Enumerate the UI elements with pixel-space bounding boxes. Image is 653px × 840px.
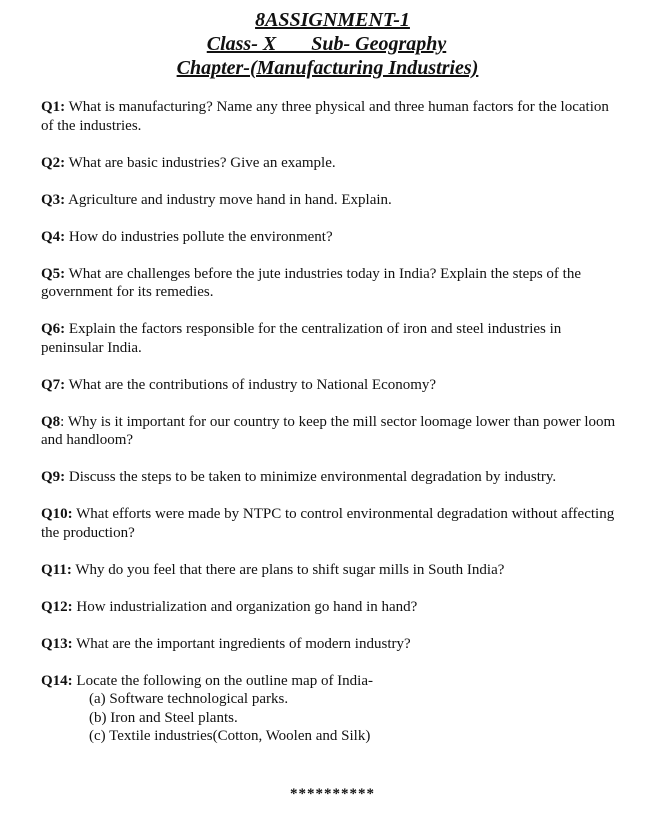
list-item: (a) Software technological parks. [89, 691, 289, 707]
question-number: Q2: [41, 154, 66, 171]
question-text: How do industries pollute the environment? [65, 228, 333, 245]
question-number: Q11: [41, 561, 72, 578]
question-text: What are the important ingredients of modern industry? [72, 635, 411, 652]
list-item: (c) Textile industries(Cotton, Woolen and Silk) [89, 728, 371, 744]
question-text: How industrialization and organization go hand in hand? [72, 598, 418, 615]
question-number: Q9: [41, 469, 66, 485]
question-number: Q6: [41, 321, 66, 337]
question-10 [41, 505, 621, 542]
list-item: (b) Iron and Steel plants. [89, 709, 238, 726]
question-4 [41, 228, 621, 247]
question-number: Q1: [41, 99, 66, 115]
question-text: Locate the following on the outline map of India- [72, 672, 374, 689]
class-subject-line: Class- X Sub- Geography [206, 33, 447, 55]
question-3 [41, 191, 621, 210]
question-number: Q12: [41, 598, 73, 615]
question-7 [41, 376, 621, 395]
question-6 [41, 320, 621, 357]
question-8 [41, 413, 621, 450]
question-number: Q10: [41, 506, 73, 522]
question-text: What are challenges before the jute industries today in India? Explain the steps of the government for its remedies. [41, 265, 581, 300]
question-number: Q5: [41, 265, 66, 282]
question-9 [41, 468, 621, 487]
question-12 [41, 598, 621, 617]
question-number: Q7: [41, 376, 66, 393]
question-number: Q13: [41, 635, 73, 652]
question-text: What are basic industries? Give an example. [65, 154, 336, 171]
question-text: Agriculture and industry move hand in hand. Explain. [65, 191, 392, 208]
question-2 [41, 154, 621, 173]
end-separator: ********** [290, 786, 375, 802]
question-number: Q14: [41, 672, 73, 689]
assignment-title: 8ASSIGNMENT-1 [255, 9, 410, 31]
question-number: Q4: [41, 228, 66, 245]
question-text: Explain the factors responsible for the centralization of iron and steel industries in peninsular India. [41, 321, 562, 356]
map-item-list [41, 690, 621, 746]
question-13 [41, 635, 621, 654]
question-text: What efforts were made by NTPC to control environmental degradation without affecting the production? [41, 506, 615, 541]
question-number: Q8 [41, 413, 61, 430]
question-text: : Why is it important for our country to keep the mill sector loomage lower than power loom and handloom? [41, 413, 616, 448]
question-1 [41, 98, 621, 135]
question-text: What is manufacturing? Name any three physical and three human factors for the location of the industries. [41, 99, 609, 134]
question-11 [41, 561, 621, 580]
question-list [41, 98, 621, 746]
chapter-title: Chapter-(Manufacturing Industries) [176, 57, 479, 79]
question-5 [41, 265, 621, 302]
question-text: Discuss the steps to be taken to minimize environmental degradation by industry. [65, 469, 557, 485]
question-text: What are the contributions of industry to National Economy? [65, 376, 437, 393]
question-14 [41, 672, 621, 746]
question-text: Why do you feel that there are plans to shift sugar mills in South India? [71, 561, 505, 578]
question-number: Q3: [41, 191, 66, 208]
document-header [0, 8, 653, 80]
